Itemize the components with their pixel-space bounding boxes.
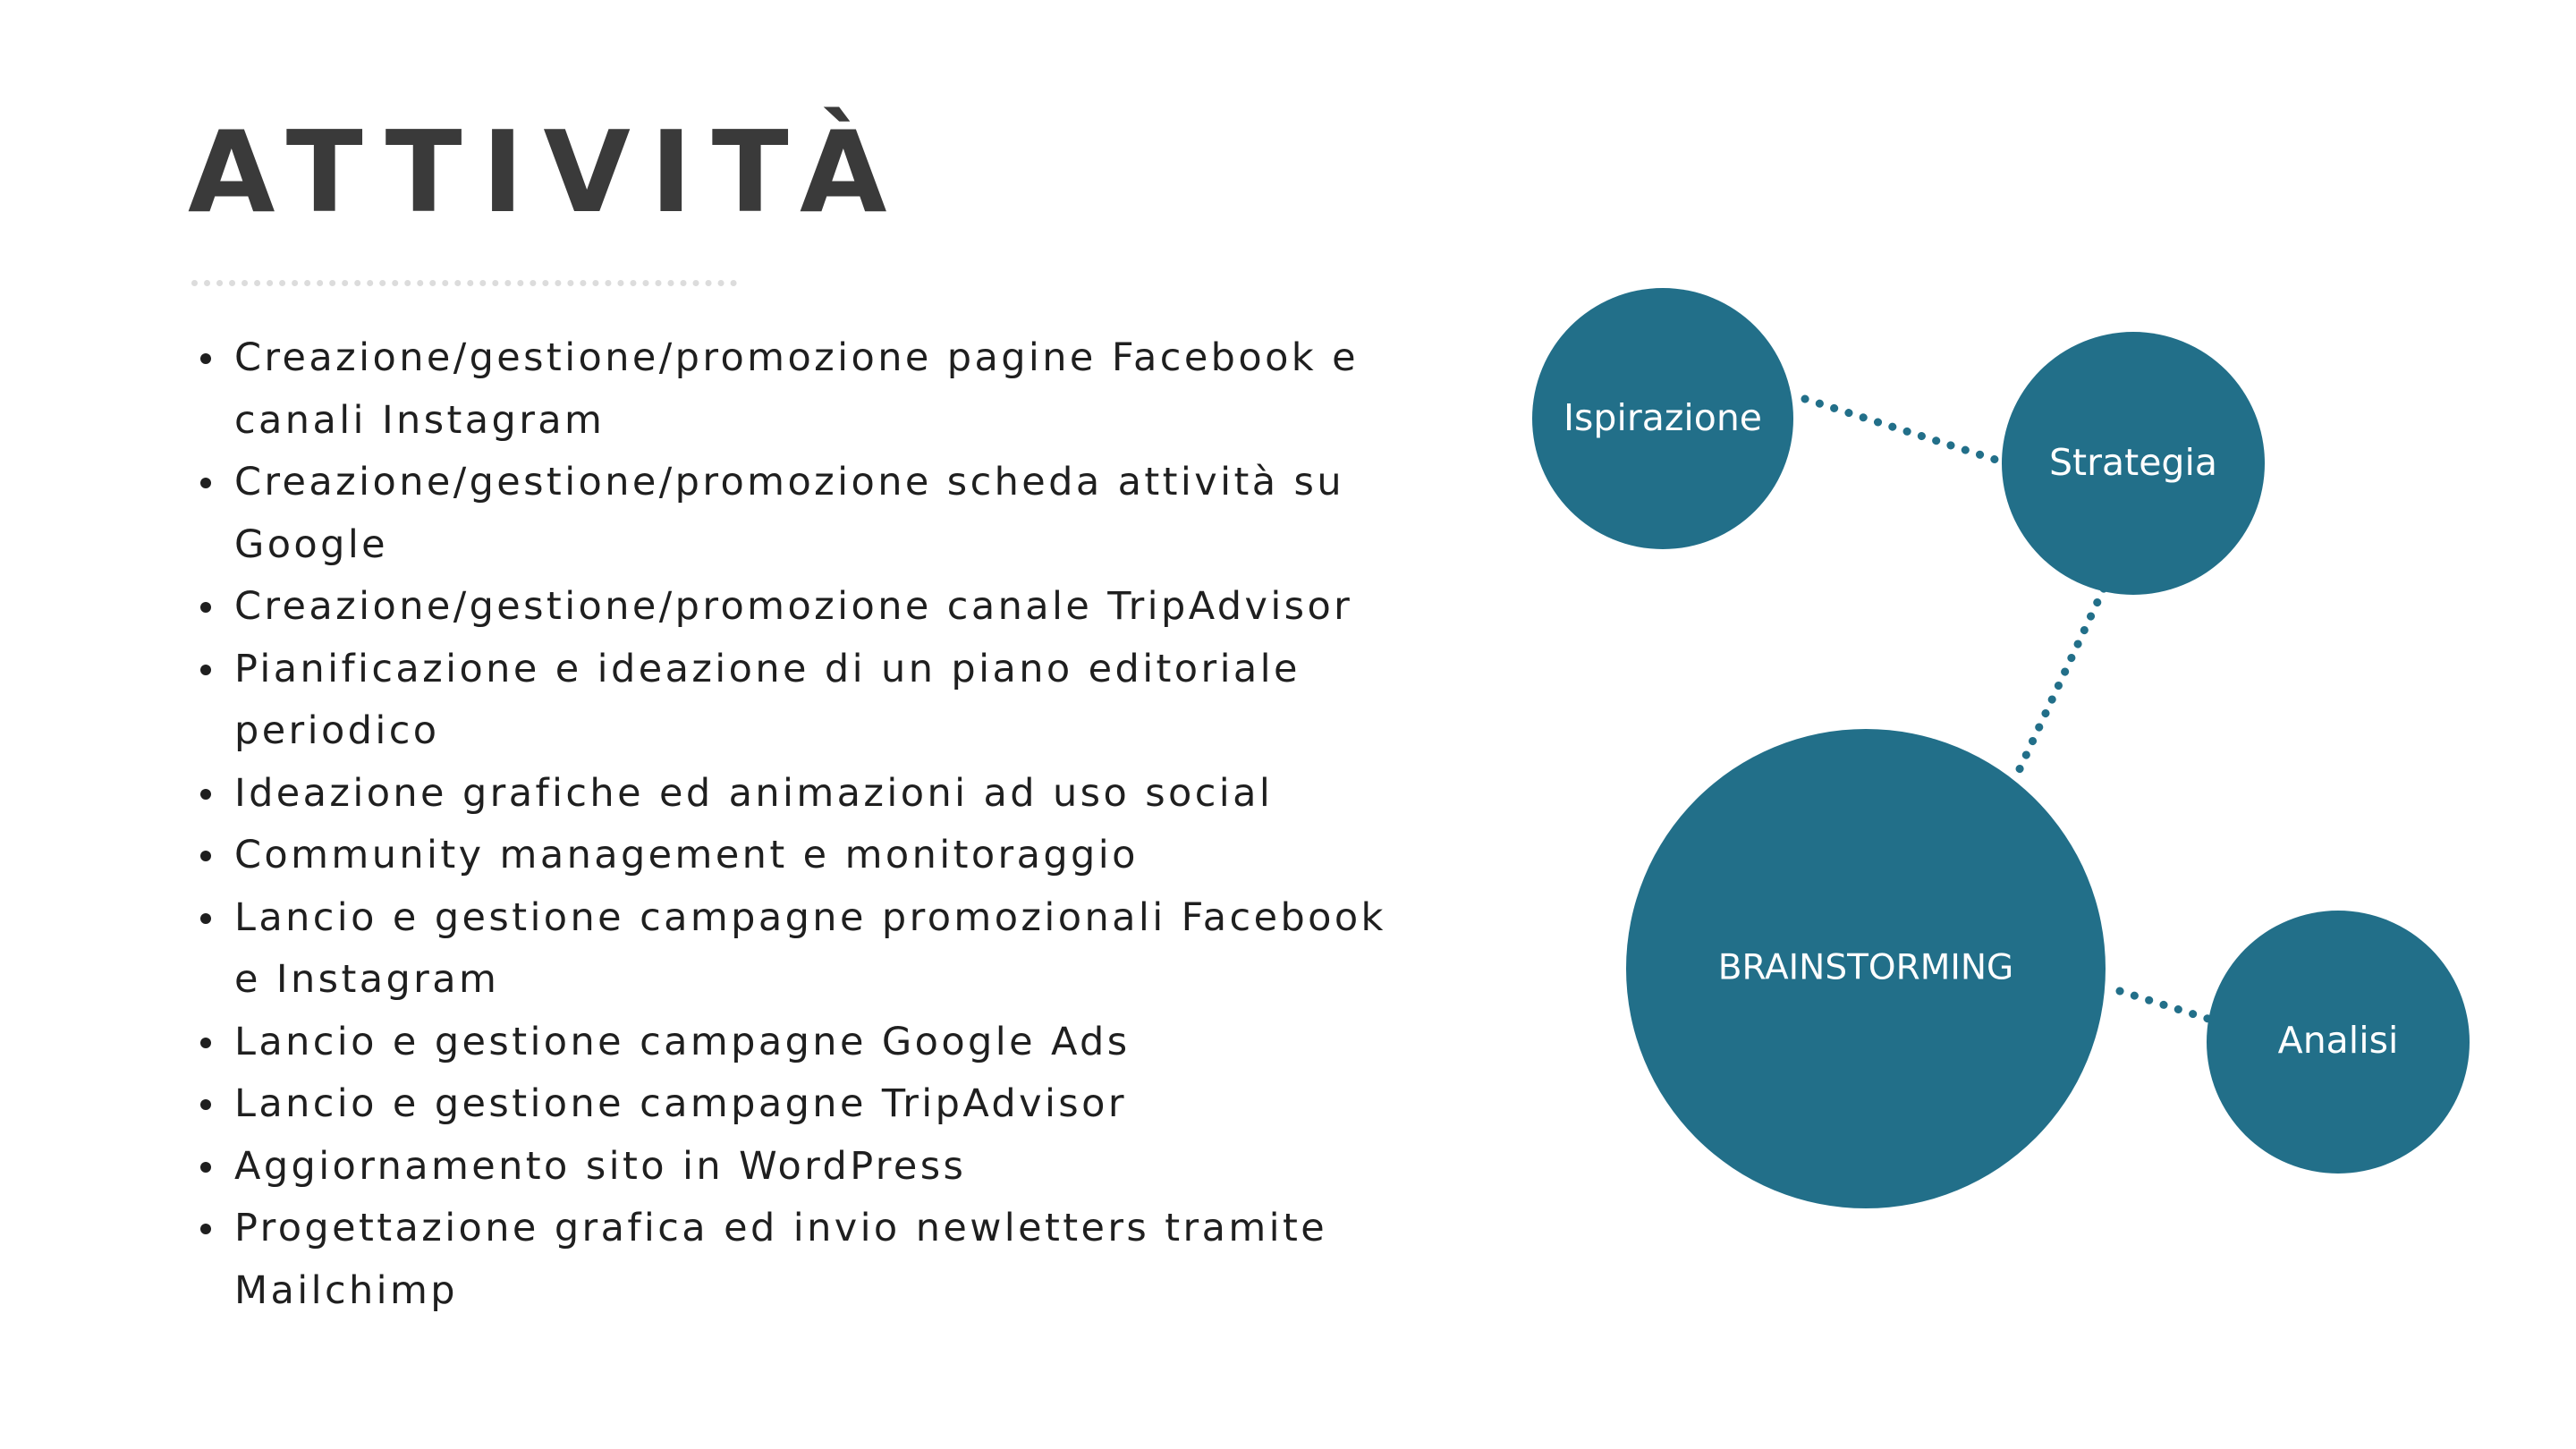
activity-text: Creazione/gestione/promozione scheda attività su Google	[234, 460, 1344, 567]
activity-text: Lancio e gestione campagne TripAdvisor	[234, 1081, 1127, 1126]
connector-strategia-brainstorming	[2018, 589, 2104, 773]
activity-text: Pianificazione e ideazione di un piano editoriale periodico	[234, 646, 1301, 753]
activity-text: Creazione/gestione/promozione canale TripAdvisor	[234, 584, 1353, 629]
bubble-ispirazione-label: Ispirazione	[1563, 396, 1763, 439]
bubble-analisi-label: Analisi	[2277, 1019, 2399, 1062]
connector-ispirazione-strategia	[1805, 399, 2007, 463]
connector-brainstorming-analisi	[2120, 991, 2211, 1020]
activity-text: Community management e monitoraggio	[234, 833, 1139, 877]
activity-text: Creazione/gestione/promozione pagine Facebook e canali Instagram	[234, 335, 1360, 443]
bubble-strategia	[2002, 332, 2265, 595]
activity-text: Progettazione grafica ed invio newletters tramite Mailchimp	[234, 1206, 1328, 1313]
page-title: ATTIVITÀ	[188, 106, 907, 238]
bubble-brainstorming-label: BRAINSTORMING	[1717, 947, 2014, 988]
activity-text: Lancio e gestione campagne promozionali Facebook e Instagram	[234, 894, 1386, 1002]
activity-text: Aggiornamento sito in WordPress	[234, 1143, 967, 1189]
activity-text: Ideazione grafiche ed animazioni ad uso social	[234, 770, 1274, 816]
bubble-analisi	[2207, 911, 2470, 1174]
bubble-ispirazione	[1532, 288, 1793, 549]
bubble-brainstorming	[1626, 729, 2106, 1208]
activity-text: Lancio e gestione campagne Google Ads	[234, 1019, 1131, 1064]
bubble-strategia-label: Strategia	[2049, 441, 2217, 484]
